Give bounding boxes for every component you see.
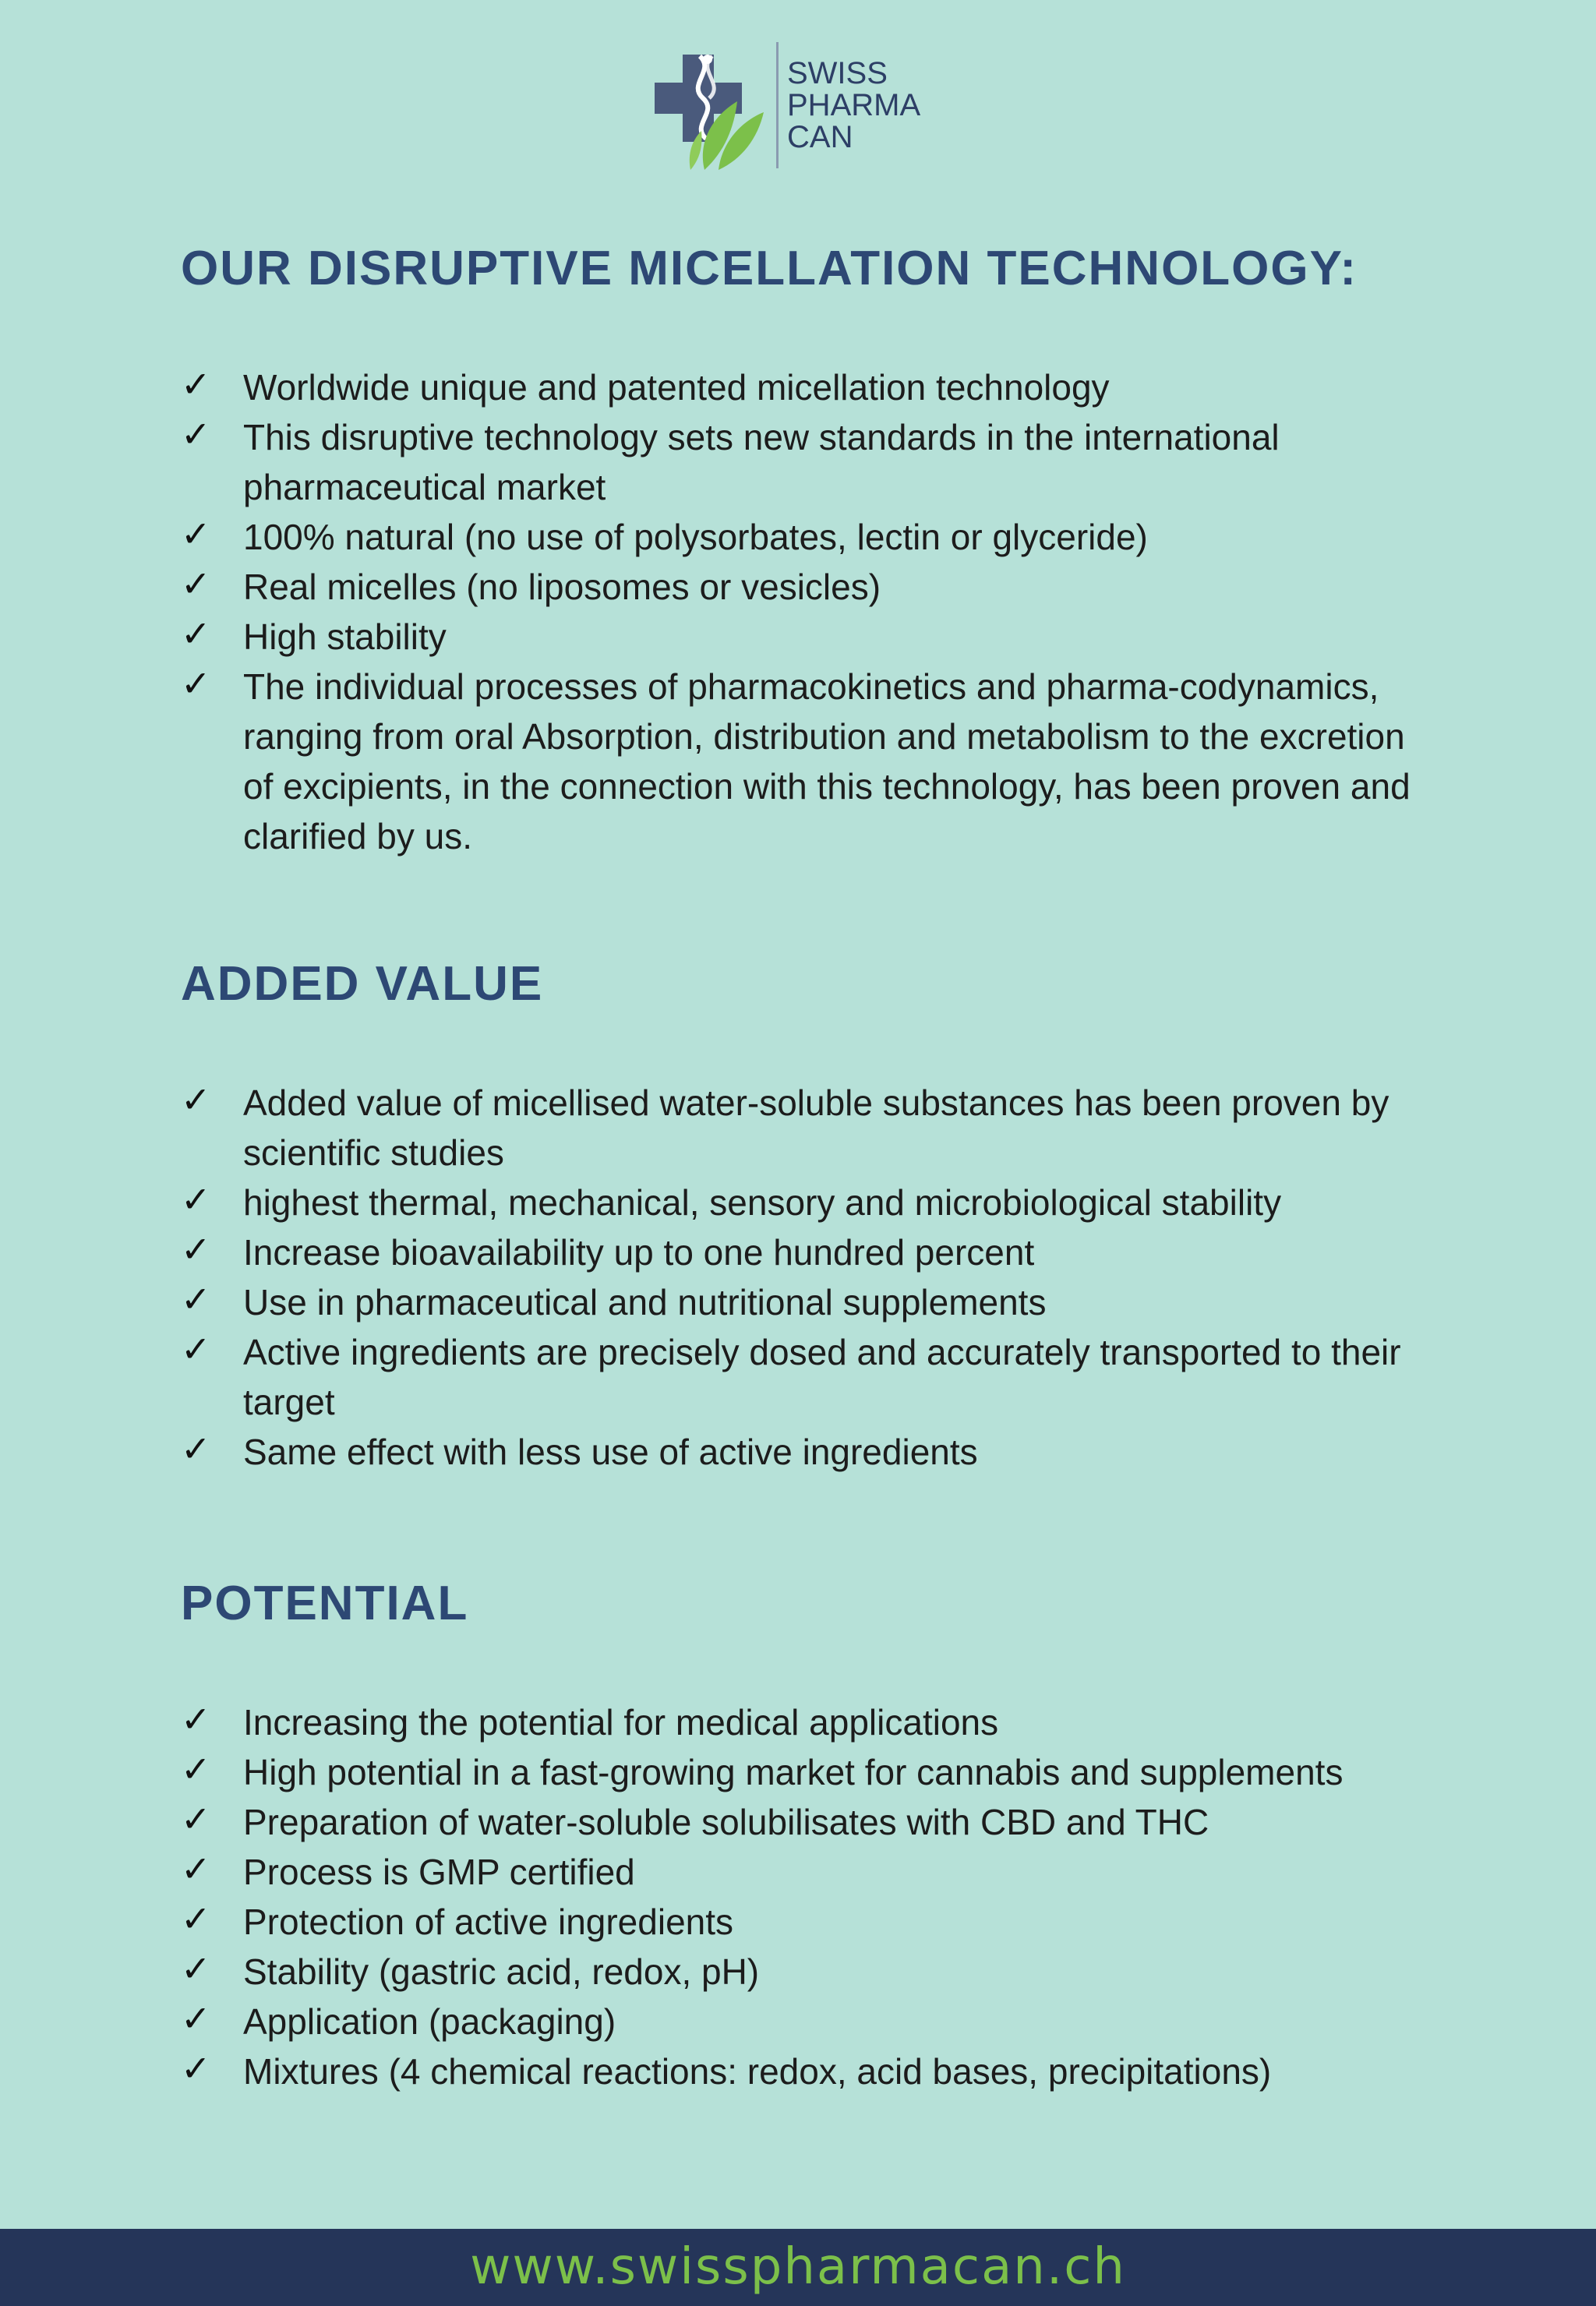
brand-logo — [653, 39, 934, 171]
checkmark-icon: ✓ — [181, 1898, 211, 1940]
checkmark-icon: ✓ — [181, 1698, 211, 1740]
section-added-value — [181, 957, 1428, 1472]
checklist — [181, 362, 1428, 861]
checkmark-icon: ✓ — [181, 1997, 211, 2039]
checkmark-icon: ✓ — [181, 2047, 211, 2089]
section-micellation-technology — [181, 242, 1428, 856]
checkmark-icon: ✓ — [181, 1748, 211, 1790]
list-item — [181, 1178, 1428, 1227]
checkmark-icon: ✓ — [181, 1428, 211, 1470]
list-item — [181, 412, 1428, 512]
list-item — [181, 512, 1428, 562]
list-item-text: Added value of micellised water-soluble substances has been proven by scientific studies — [243, 1082, 1389, 1173]
list-item-text: Worldwide unique and patented micellation technology — [243, 367, 1110, 408]
list-item — [181, 1227, 1428, 1277]
list-item — [181, 612, 1428, 662]
checkmark-icon: ✓ — [181, 1848, 211, 1890]
cross-helix-leaf-icon — [653, 53, 770, 170]
checklist — [181, 1697, 1428, 2096]
list-item-text: highest thermal, mechanical, sensory and microbiological stability — [243, 1182, 1282, 1223]
list-item-text: Application (packaging) — [243, 2001, 616, 2042]
website-link[interactable]: www.swisspharmacan.ch — [470, 2238, 1126, 2296]
checkmark-icon: ✓ — [181, 613, 211, 655]
list-item-text: 100% natural (no use of polysorbates, lectin or glyceride) — [243, 517, 1148, 557]
list-item — [181, 1327, 1428, 1427]
list-item-text: Same effect with less use of active ingredients — [243, 1432, 978, 1472]
list-item — [181, 1897, 1428, 1947]
checkmark-icon: ✓ — [181, 1328, 211, 1370]
checkmark-icon: ✓ — [181, 1278, 211, 1320]
checkmark-icon: ✓ — [181, 1079, 211, 1121]
checkmark-icon: ✓ — [181, 1228, 211, 1270]
checkmark-icon: ✓ — [181, 363, 211, 405]
section-title: ADDED VALUE — [181, 957, 544, 1011]
list-item-text: Use in pharmaceutical and nutritional supplements — [243, 1282, 1047, 1323]
list-item — [181, 1697, 1428, 1747]
list-item-text: Preparation of water-soluble solubilisates with CBD and THC — [243, 1802, 1209, 1842]
logo-wordmark — [787, 58, 920, 154]
list-item-text: Real micelles (no liposomes or vesicles) — [243, 567, 881, 607]
list-item-text: Active ingredients are precisely dosed and accurately transported to their target — [243, 1332, 1401, 1422]
list-item — [181, 1277, 1428, 1327]
logo-divider — [776, 42, 779, 168]
list-item-text: Process is GMP certified — [243, 1852, 635, 1892]
section-potential — [181, 1577, 1428, 2092]
list-item-text: High stability — [243, 616, 447, 657]
checkmark-icon: ✓ — [181, 413, 211, 455]
list-item-text: Stability (gastric acid, redox, pH) — [243, 1951, 760, 1992]
list-item — [181, 1947, 1428, 1997]
list-item-text: High potential in a fast-growing market for cannabis and supplements — [243, 1752, 1344, 1792]
checkmark-icon: ✓ — [181, 662, 211, 705]
logo-line-1: SWISS — [787, 56, 888, 90]
list-item — [181, 1847, 1428, 1897]
list-item-text: This disruptive technology sets new standards in the international pharmaceutical market — [243, 417, 1280, 507]
list-item — [181, 1997, 1428, 2046]
checkmark-icon: ✓ — [181, 563, 211, 605]
list-item-text: Increase bioavailability up to one hundred percent — [243, 1232, 1035, 1273]
checkmark-icon: ✓ — [181, 513, 211, 555]
list-item-text: Increasing the potential for medical applications — [243, 1702, 999, 1743]
footer-bar — [0, 2229, 1596, 2306]
list-item — [181, 1078, 1428, 1178]
list-item — [181, 662, 1428, 861]
checkmark-icon: ✓ — [181, 1178, 211, 1220]
list-item — [181, 1427, 1428, 1477]
list-item — [181, 1747, 1428, 1797]
list-item-text: Mixtures (4 chemical reactions: redox, acid bases, precipitations) — [243, 2051, 1272, 2092]
checkmark-icon: ✓ — [181, 1948, 211, 1990]
section-title: POTENTIAL — [181, 1577, 469, 1630]
list-item — [181, 562, 1428, 612]
section-title: OUR DISRUPTIVE MICELLATION TECHNOLOGY: — [181, 242, 1358, 295]
checklist — [181, 1078, 1428, 1477]
logo-line-2: PHARMA — [787, 88, 921, 122]
checkmark-icon: ✓ — [181, 1798, 211, 1840]
list-item — [181, 362, 1428, 412]
list-item — [181, 2046, 1428, 2096]
list-item-text: Protection of active ingredients — [243, 1902, 734, 1942]
logo-line-3: CAN — [787, 120, 853, 154]
list-item-text: The individual processes of pharmacokinetics and pharma-codynamics, ranging from oral Absorption, distribution and metabolism to the excretion of excipients, in the connection with this technology, has been proven and clarified by us. — [243, 666, 1411, 856]
list-item — [181, 1797, 1428, 1847]
